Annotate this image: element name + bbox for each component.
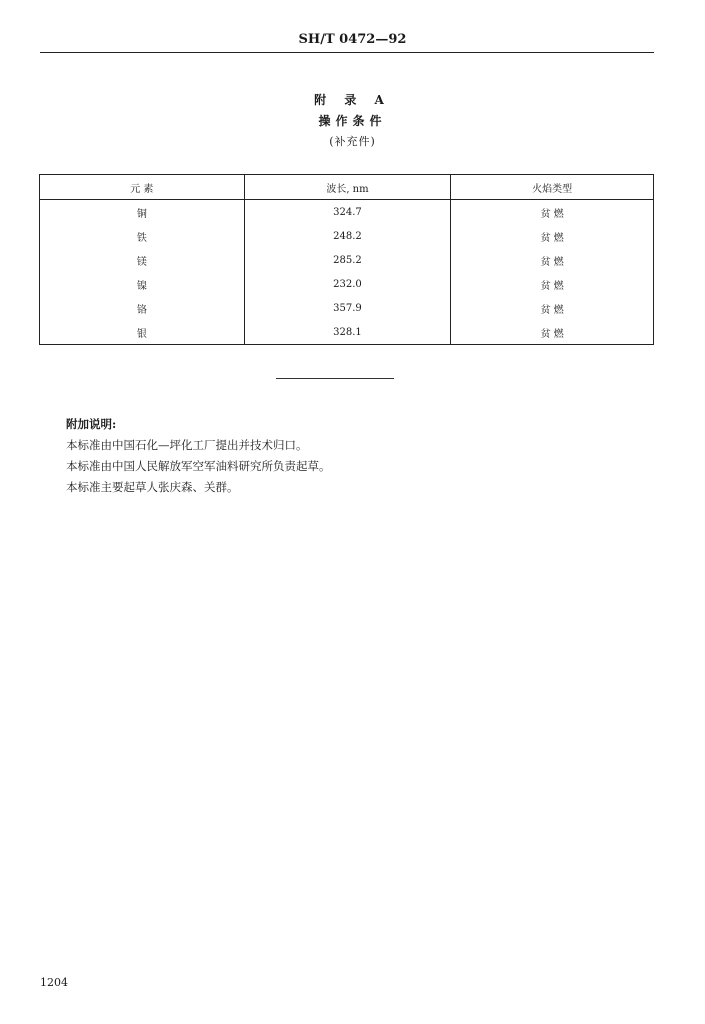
appendix-subtitle: 操作条件 — [318, 114, 387, 128]
header-element: 元 素 — [40, 175, 245, 200]
notes-line-drafter: 本标准由中国人民解放军空军油料研究所负责起草。 — [66, 459, 331, 473]
cell-wavelength: 285.2 — [244, 248, 451, 272]
end-separator-line — [276, 378, 394, 379]
notes-line-proposer: 本标准由中国石化—坪化工厂提出并技术归口。 — [66, 438, 308, 452]
document-code-header: SH/T 0472—92 — [298, 32, 407, 47]
table-row — [40, 296, 654, 320]
cell-flame: 贫 燃 — [451, 248, 654, 272]
page-number: 1204 — [40, 976, 68, 989]
header-wavelength: 波长, nm — [244, 175, 451, 200]
notes-line-authors: 本标准主要起草人张庆森、关群。 — [66, 480, 239, 494]
cell-flame: 贫 燃 — [451, 200, 654, 225]
additional-notes — [66, 414, 626, 498]
cell-wavelength: 232.0 — [244, 272, 451, 296]
table-row — [40, 248, 654, 272]
cell-element: 铁 — [40, 224, 245, 248]
header-flame-type: 火焰类型 — [451, 175, 654, 200]
cell-flame: 贫 燃 — [451, 320, 654, 345]
cell-wavelength: 328.1 — [244, 320, 451, 345]
cell-element: 镍 — [40, 272, 245, 296]
cell-flame: 贫 燃 — [451, 272, 654, 296]
cell-wavelength: 357.9 — [244, 296, 451, 320]
table-row — [40, 200, 654, 225]
cell-wavelength: 324.7 — [244, 200, 451, 225]
table-header-row — [40, 175, 654, 200]
header-rule — [40, 52, 654, 53]
appendix-title: 附 录 A — [314, 93, 391, 107]
cell-flame: 贫 燃 — [451, 296, 654, 320]
notes-title: 附加说明: — [66, 417, 117, 431]
appendix-note: (补充件) — [329, 135, 376, 148]
cell-element: 铜 — [40, 200, 245, 225]
cell-element: 银 — [40, 320, 245, 345]
table-row — [40, 320, 654, 345]
table-row — [40, 272, 654, 296]
cell-element: 铬 — [40, 296, 245, 320]
cell-flame: 贫 燃 — [451, 224, 654, 248]
cell-element: 镁 — [40, 248, 245, 272]
operating-conditions-table — [39, 174, 654, 345]
cell-wavelength: 248.2 — [244, 224, 451, 248]
table-row — [40, 224, 654, 248]
